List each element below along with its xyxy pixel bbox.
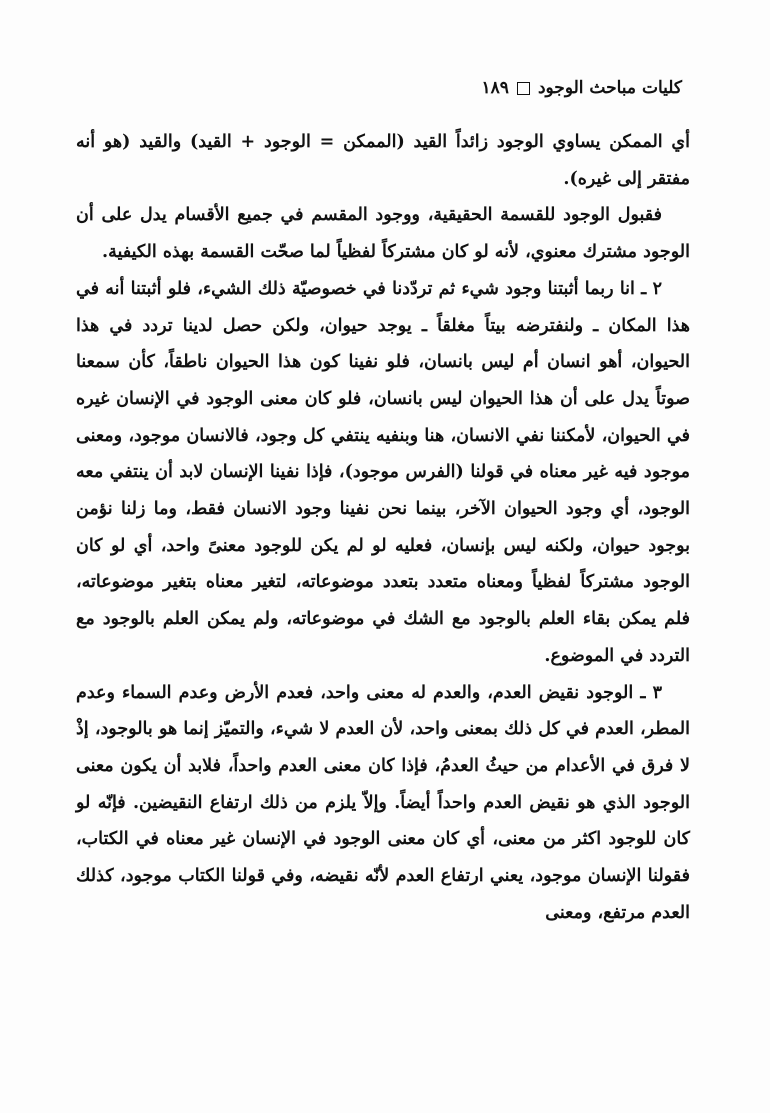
paragraph-4: ٣ ـ الوجود نقيض العدم، والعدم له معنى واحد، فعدم الأرض وعدم السماء وعدم المطر، العدم في كل ذلك بمعنى واحد، لأن العدم لا شيء، والتميّز إنما هو بالوجود، إذْ لا فرق في الأعدام من حيثُ العدمُ، فإذا كان معنى العدم واحداً، فلابد أن يكون معنى الوجود الذي هو نقيض العدم واحداً أيضاً. وإلاّ يلزم من ذلك ارتفاع النقيضين. فإنّه لو كان للوجود اكثر من معنى، أي كان معنى الوجود في الإنسان غير معناه في الكتاب، فقولنا الإنسان موجود، يعني ارتفاع العدم لأنّه نقيضه، وفي قولنا الكتاب موجود، كذلك العدم مرتفع، ومعنى — [76, 682, 690, 923]
paragraph-1: أي الممكن يساوي الوجود زائداً القيد (الممكن = الوجود + القيد) والقيد (هو أنه مفتقر إلى غيره). — [76, 132, 690, 189]
square-ornament-icon — [517, 82, 530, 95]
running-head-title: كليات مباحث الوجود — [537, 78, 682, 98]
page-number: ١٨٩ — [481, 78, 509, 98]
running-head — [482, 78, 682, 98]
paragraph-3: ٢ ـ انا ربما أثبتنا وجود شيء ثم تردّدنا في خصوصيّة ذلك الشيء، فلو أثبتنا أنه في هذا المكان ـ ولنفترضه بيتاً مغلقاً ـ يوجد حيوان، ولكن حصل لدينا تردد في هذا الحيوان، أهو انسان أم ليس بانسان، فلو نفينا كون هذا الحيوان ناطقاً، كأن سمعنا صوتاً يدل على أن هذا الحيوان ليس بانسان، فلو كان معنى الوجود في الإنسان غيره في الحيوان، لأمكننا نفي الانسان، هنا وبنفيه ينتفي كل وجود، فالانسان موجود، ومعنى موجود فيه غير معناه في قولنا (الفرس موجود)، فإذا نفينا الإنسان لابد أن ينتفي معه الوجود، أي وجود الحيوان الآخر، بينما نحن نفينا وجود الانسان فقط، وما زلنا نؤمن بوجود حيوان، ولكنه ليس بإنسان، فعليه لو لم يكن للوجود معنىً واحد، أي لو كان الوجود مشتركاً لفظياً ومعناه متعدد بتعدد موضوعاته، لتغير معناه بتغير موضوعاته، فلم يمكن بقاء العلم بالوجود مع الشك في موضوعاته، ولم يمكن العلم بالوجود مع التردد في الموضوع. — [76, 278, 690, 666]
body-text — [76, 124, 690, 931]
header-rule — [76, 110, 690, 111]
paragraph-2: فقبول الوجود للقسمة الحقيقية، ووجود المقسم في جميع الأقسام يدل على أن الوجود مشترك معنوي، لأنه لو كان مشتركاً لفظياً لما صحّت القسمة بهذه الكيفية. — [76, 205, 690, 263]
